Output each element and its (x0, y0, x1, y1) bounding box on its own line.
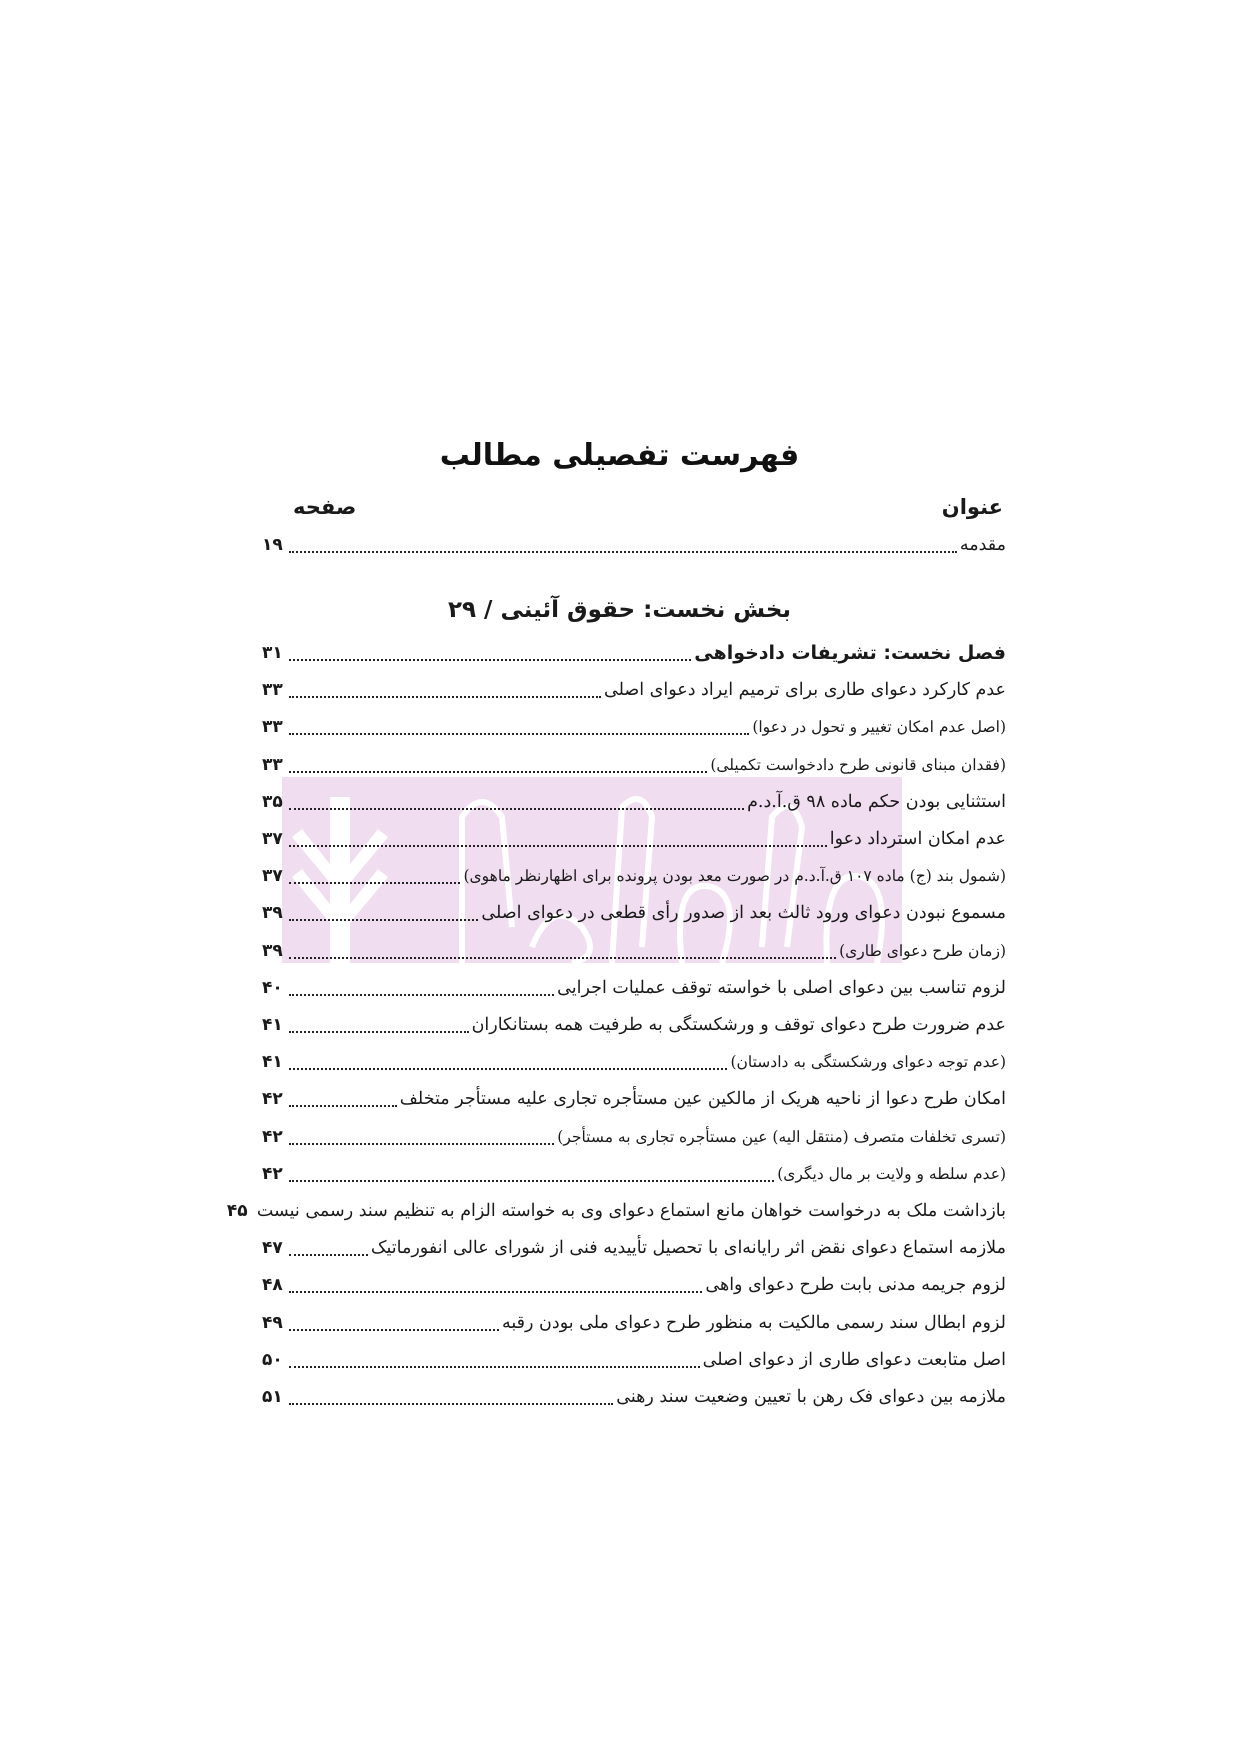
dot-leader (289, 695, 601, 698)
toc-entry[interactable] (262, 1260, 1006, 1296)
toc-entry-label: عدم کارکرد دعوای طاری برای ترمیم ایراد دعوای اصلی (604, 680, 1006, 701)
toc-entry[interactable] (262, 1149, 1006, 1185)
toc-entry-label: مقدمه (959, 535, 1006, 555)
toc-entry-label: امکان طرح دعوا از ناحیه هریک از مالکین عین مستأجره تجاری علیه مستأجر متخلف (399, 1089, 1006, 1110)
toc-entry[interactable] (262, 1372, 1006, 1408)
toc-entry-label: فصل نخست: تشریفات دادخواهی (694, 642, 1006, 664)
toc-entry-page: ۳۳ (262, 754, 283, 775)
dot-leader (289, 956, 836, 959)
toc-entry-page: ۵۱ (262, 1387, 283, 1407)
toc-entry-page: ۴۰ (262, 977, 283, 998)
toc-entry[interactable] (262, 520, 1006, 556)
toc-entry-label: (اصل عدم امکان تغییر و تحول در دعوا) (752, 718, 1006, 737)
toc-entry-label: عدم ضرورت طرح دعوای توقف و ورشکستگی به طرفیت همه بستانکاران (471, 1015, 1006, 1035)
dot-leader (289, 1067, 727, 1070)
toc-entry-label: اصل متابعت دعوای طاری از دعوای اصلی (702, 1349, 1006, 1370)
toc-entry-label: (عدم توجه دعوای ورشکستگی به دادستان) (730, 1053, 1006, 1072)
toc-entry[interactable] (226, 1186, 1006, 1222)
toc-entry-page: ۳۹ (262, 940, 283, 961)
toc-entry-label: عدم امکان استرداد دعوا (829, 829, 1006, 849)
toc-entry-label: لزوم ابطال سند رسمی مالکیت به منظور طرح دعوای ملی بودن رقبه (502, 1312, 1006, 1333)
toc-entry-page: ۳۷ (262, 866, 283, 887)
toc-entry-page: ۳۱ (262, 643, 283, 663)
toc-entry[interactable] (262, 1223, 1006, 1259)
dot-leader (289, 1179, 774, 1182)
toc-entry-label: مسموع نبودن دعوای ورود ثالث بعد از صدور رأی قطعی در دعوای اصلی (481, 903, 1006, 924)
dot-leader (289, 844, 827, 847)
toc-entry[interactable] (262, 814, 1006, 850)
dot-leader (289, 1030, 469, 1033)
toc-entry-page: ۴۱ (262, 1015, 283, 1035)
toc-entry-label: (فقدان مبنای قانونی طرح دادخواست تکمیلی) (710, 755, 1006, 774)
toc-entry-page: ۴۸ (262, 1275, 283, 1296)
toc-entry[interactable] (262, 1335, 1006, 1371)
toc-entry-page: ۳۷ (262, 829, 283, 849)
dot-leader (289, 918, 478, 921)
toc-entry-label: لزوم تناسب بین دعوای اصلی با خواسته توقف عملیات اجرایی (557, 977, 1006, 998)
page-title: فهرست تفصیلی مطالب (439, 438, 800, 473)
dot-leader (289, 770, 707, 773)
toc-chapter[interactable] (262, 628, 1006, 664)
dot-leader (289, 1253, 368, 1256)
toc-entry-page: ۴۲ (262, 1163, 283, 1184)
toc-entry[interactable] (262, 888, 1006, 924)
column-header-page: صفحه (293, 495, 357, 519)
toc-entry-page: ۳۳ (262, 717, 283, 738)
toc-entry[interactable] (262, 1000, 1006, 1036)
toc-entry[interactable] (262, 1112, 1006, 1148)
toc-entry-page: ۳۳ (262, 680, 283, 701)
dot-leader (289, 807, 744, 810)
toc-entry-page: ۳۵ (262, 791, 283, 812)
toc-entry-label: (تسری تخلفات متصرف (منتقل الیه) عین مستأجره تجاری به مستأجر) (557, 1127, 1006, 1146)
toc-entry-label: لزوم جریمه مدنی بابت طرح دعوای واهی (705, 1275, 1006, 1296)
dot-leader (289, 1402, 613, 1405)
dot-leader (289, 993, 554, 996)
dot-leader (289, 1104, 397, 1107)
toc-entry[interactable] (262, 1037, 1006, 1073)
toc-entry[interactable] (262, 702, 1006, 738)
toc-entry-label: استثنایی بودن حکم ماده ۹۸ ق.آ.د.م (747, 791, 1006, 812)
dot-leader (289, 732, 749, 735)
toc-entry-label: ملازمه استماع دعوای نقض اثر رایانه‌ای با تحصیل تأییدیه فنی از شورای عالی انفورماتیک (370, 1238, 1006, 1259)
toc-entry[interactable] (262, 777, 1006, 813)
dot-leader (289, 550, 957, 553)
dot-leader (289, 1365, 700, 1368)
toc-entry-page: ۵۰ (262, 1349, 283, 1370)
toc-entry[interactable] (262, 963, 1006, 999)
toc-entry-page: ۳۹ (262, 903, 283, 924)
part-heading: بخش نخست: حقوق آئینی / ۲۹ (447, 597, 792, 623)
toc-entry[interactable] (262, 1298, 1006, 1334)
toc-entry-page: ۴۵ (226, 1201, 248, 1221)
dot-leader (289, 658, 691, 661)
dot-leader (289, 1142, 554, 1145)
toc-entry-label: (زمان طرح دعوای طاری) (839, 941, 1006, 960)
toc-entry-page: ۱۹ (262, 535, 283, 555)
column-header-title: عنوان (941, 495, 1003, 519)
toc-entry[interactable] (262, 665, 1006, 701)
toc-entry-label: ملازمه بین دعوای فک رهن با تعیین وضعیت سند رهنی (616, 1387, 1006, 1407)
toc-entry[interactable] (262, 926, 1006, 962)
dot-leader (289, 1290, 702, 1293)
dot-leader (289, 881, 460, 884)
toc-entry-label: بازداشت ملک به درخواست خواهان مانع استماع دعوای وی به خواسته الزام به تنظیم سند رسمی نیست (256, 1201, 1006, 1221)
toc-entry[interactable] (262, 851, 1006, 887)
toc-entry[interactable] (262, 740, 1006, 776)
dot-leader (289, 1328, 499, 1331)
toc-entry-page: ۴۲ (262, 1089, 283, 1110)
toc-entry-page: ۴۹ (262, 1312, 283, 1333)
toc-entry-page: ۴۱ (262, 1052, 283, 1073)
toc-entry[interactable] (262, 1074, 1006, 1110)
toc-entry-label: (عدم سلطه و ولایت بر مال دیگری) (777, 1164, 1006, 1183)
toc-entry-page: ۴۲ (262, 1126, 283, 1147)
toc-entry-page: ۴۷ (262, 1238, 283, 1259)
toc-entry-label: (شمول بند (ج) ماده ۱۰۷ ق.آ.د.م در صورت معد بودن پرونده برای اظهارنظر ماهوی) (463, 867, 1006, 886)
